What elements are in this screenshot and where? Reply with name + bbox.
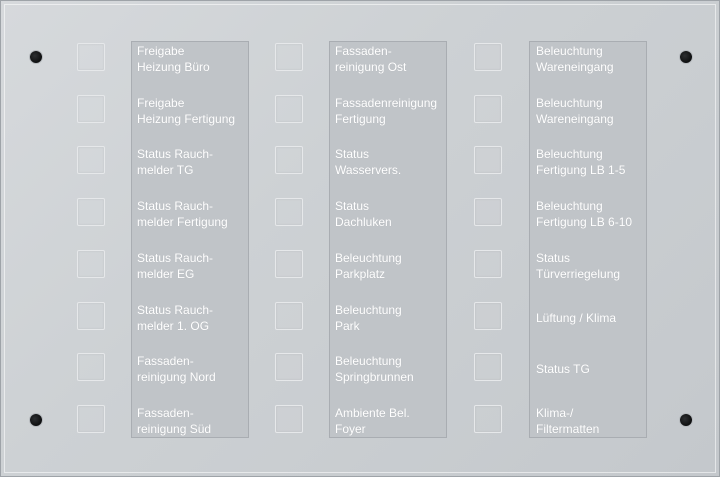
switch-button-c3-r1[interactable]: [474, 43, 502, 71]
screw-top-right: [680, 51, 692, 63]
switch-label-c2-r1: Fassaden- reinigung Ost: [335, 44, 407, 74]
switch-label-c3-r2: Beleuchtung Wareneingang: [536, 95, 614, 126]
switch-label-c1-r2: Freigabe Heizung Fertigung: [137, 95, 236, 126]
switch-label-c2-r2: Fassadenreinigung Fertigung: [335, 95, 438, 126]
switch-button-c3-r5[interactable]: [474, 250, 502, 278]
switch-label-c3-r8: Klima-/ Filtermatten: [536, 405, 600, 436]
switch-button-c2-r8[interactable]: [275, 405, 303, 433]
switch-button-c3-r4[interactable]: [474, 198, 502, 226]
switch-label-c1-r7: Fassaden- reinigung Nord: [137, 354, 216, 385]
switch-label-c1-r6: Status Rauch- melder 1. OG: [137, 302, 214, 333]
switch-button-c2-r4[interactable]: [275, 198, 303, 226]
screw-bottom-right: [680, 414, 692, 426]
screw-bottom-left: [30, 414, 42, 426]
switch-label-c2-r3: Status Wasservers.: [335, 147, 402, 178]
switch-label-c1-r4: Status Rauch- melder Fertigung: [137, 199, 228, 230]
switch-button-c2-r1[interactable]: [275, 43, 303, 71]
switch-button-c1-r5[interactable]: [77, 250, 105, 278]
switch-label-c1-r8: Fassaden- reinigung Süd: [137, 405, 212, 436]
switch-button-c2-r3[interactable]: [275, 146, 303, 174]
switch-label-c2-r4: Status Dachluken: [335, 199, 392, 230]
switch-label-c2-r5: Beleuchtung Parkplatz: [335, 250, 402, 281]
switch-label-c1-r3: Status Rauch- melder TG: [137, 147, 214, 178]
switch-button-c1-r6[interactable]: [77, 302, 105, 330]
switch-label-c3-r3: Beleuchtung Fertigung LB 1-5: [536, 147, 626, 178]
switch-label-c3-r5: Status Türverriegelung: [536, 250, 621, 281]
switch-button-c2-r2[interactable]: [275, 95, 303, 123]
switch-button-c3-r3[interactable]: [474, 146, 502, 174]
switch-button-c3-r8[interactable]: [474, 405, 502, 433]
switch-button-c3-r7[interactable]: [474, 353, 502, 381]
switch-label-c2-r7: Beleuchtung Springbrunnen: [335, 354, 414, 385]
switch-button-c1-r1[interactable]: [77, 43, 105, 71]
switch-label-c3-r6: Lüftung / Klima: [536, 310, 617, 325]
switch-button-c2-r7[interactable]: [275, 353, 303, 381]
switch-button-c1-r3[interactable]: [77, 146, 105, 174]
screw-top-left: [30, 51, 42, 63]
switch-label-c1-r5: Status Rauch- melder EG: [137, 250, 214, 281]
switch-button-c2-r5[interactable]: [275, 250, 303, 278]
switch-button-c1-r4[interactable]: [77, 198, 105, 226]
switch-button-c1-r8[interactable]: [77, 405, 105, 433]
switch-label-c3-r7: Status TG: [536, 362, 590, 377]
switch-label-c2-r8: Ambiente Bel. Foyer: [335, 405, 410, 436]
switch-label-c1-r1: Freigabe Heizung Büro: [137, 44, 210, 74]
switch-button-c1-r2[interactable]: [77, 95, 105, 123]
switch-button-c3-r2[interactable]: [474, 95, 502, 123]
switch-button-c2-r6[interactable]: [275, 302, 303, 330]
switch-button-c3-r6[interactable]: [474, 302, 502, 330]
switch-label-c3-r1: Beleuchtung Wareneingang: [536, 44, 614, 74]
switch-label-c2-r6: Beleuchtung Park: [335, 302, 402, 333]
switch-button-c1-r7[interactable]: [77, 353, 105, 381]
switch-label-c3-r4: Beleuchtung Fertigung LB 6-10: [536, 199, 633, 230]
